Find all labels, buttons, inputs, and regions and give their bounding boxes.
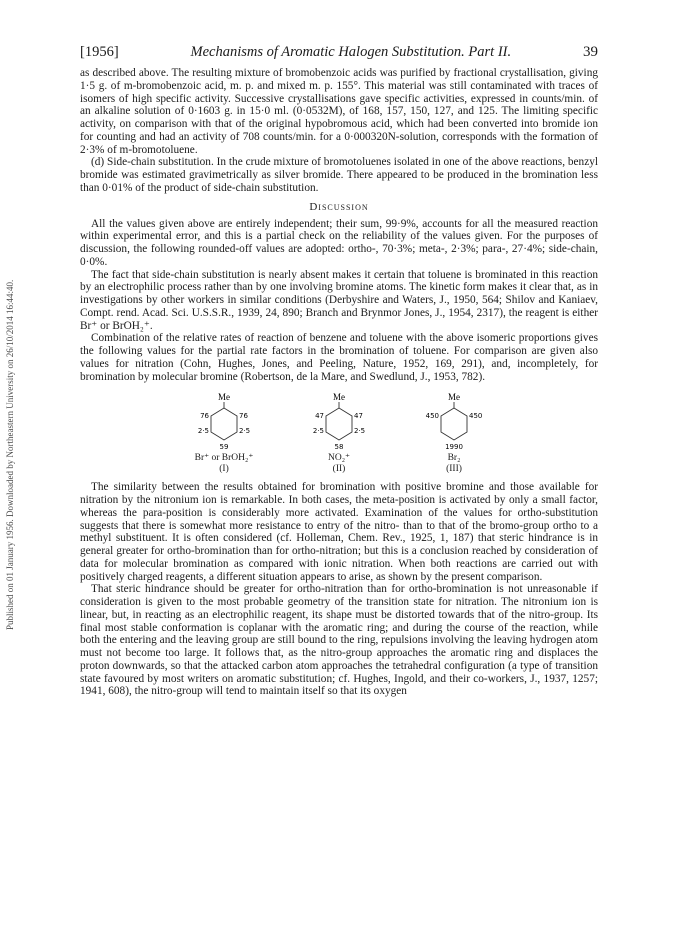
toluene-ring-iii [424,391,484,453]
header-year: [1956] [80,44,119,60]
structure-number: (II) [332,464,346,475]
journal-page [80,44,598,698]
ortho-left-factor: 76 [200,412,209,421]
toluene-ring-i [194,391,254,453]
meta-right-factor: 2·5 [354,427,366,436]
methyl-label: Me [218,392,230,403]
reagent-label: Br⁺ or BrOH₂⁺ [194,453,254,464]
meta-left-factor: 2·5 [312,427,324,436]
paragraph-mechanism: The fact that side-chain substitution is nearly absent makes it certain that toluene is brominated in this reaction by an electrophilic process rather than by one involving bromine atoms. The kinetic form makes it clear that, as in investigations by other workers in similar conditions (Derbyshire and Waters, J., 1950, 564; Shilov and Kaniaev, Compt. rend. Acad. Sci. U.S.S.R., 1939, 24, 890; Branch and Brynmor Jones, J., 1954, 2317), the reagent is either Br⁺ or BrOH₂⁺. [80,268,598,332]
structure-number: (III) [446,464,462,475]
download-watermark: Published on 01 January 1956. Downloaded by Northeastern University on 26/10/2014 16:44:40. [5,279,15,630]
structure-i [174,391,274,475]
ortho-left-factor: 450 [425,412,439,421]
paragraph-procedure-end: as described above. The resulting mixture of bromobenzoic acids was purified by fractional crystallisation, giving 1·5 g. of m-bromobenzoic acid, m. p. and mixed m. p. 155°. This material was still contaminated with traces of isomers of high specific activity. Successive crystallisations gave specific activities, expressed in counts/min. of an alkaline solution of 0·1603 g. in 15·0 ml. (0·0532M), of 168, 157, 150, 127, and 125. The limiting specific activity, on comparison with that of the original hypobromous acid, which had been converted into bromide ion for counting and had an activity of 708 counts/min. for a 0·000320N-solution, corresponds with the formation of 2·3% of m-bromotoluene. [80,67,598,156]
ortho-left-factor: 47 [315,412,324,421]
running-head [80,44,598,61]
paragraph-values: All the values given above are entirely independent; their sum, 99·9%, accounts for all the measured reaction within experimental error, and this is a partial check on the reliability of the values given. For the purposes of discussion, the following rounded-off values are adopted: ortho-, 70·3%; meta-, 2·3%; para-, 27·4%; side-chain, 0·0%. [80,217,598,268]
meta-right-factor: 2·5 [239,427,251,436]
ortho-right-factor: 450 [469,412,483,421]
partial-rate-factor-figure [174,391,504,475]
para-factor: 59 [219,443,229,452]
page-number: 39 [582,44,598,60]
ortho-right-factor: 47 [354,412,363,421]
structure-iii [404,391,504,475]
reagent-label: NO₂⁺ [327,453,351,464]
reagent-label: Br₂ [447,453,461,464]
toluene-ring-ii [309,391,369,453]
structure-ii [289,391,389,475]
paragraph-side-chain: (d) Side-chain substitution. In the crude mixture of bromotoluenes isolated in one of the above reactions, benzyl bromide was estimated gravimetrically as silver bromide. There appeared to be produced in the bromination less than 0·01% of the product of side-chain substitution. [80,156,598,194]
section-heading-discussion: Discussion [309,200,369,213]
header-title: Mechanisms of Aromatic Halogen Substitution. Part II. [190,44,512,60]
ortho-right-factor: 76 [239,412,248,421]
paragraph-comparison: The similarity between the results obtained for bromination with positive bromine and those available for nitration by the nitronium ion is remarkable. In both cases, the meta-position is activated by only a small factor, whereas the para-position is considerably more activated. Examination of the values for ortho-substitution suggests that there is somewhat more resistance to entry of the nitro- than to that of the bromo-group ortho to a methyl substituent. It is often considered (cf. Holleman, Chem. Rev., 1925, 1, 187) that steric hindrance is in general greater for ortho-bromination than for ortho-nitration; but this is a conclusion reached by consideration of data for molecular bromination as compared with ionic nitration. When both reactions are carried out with positively charged reagents, a different situation appears to arise, as shown by the present comparison. [80,481,598,583]
para-factor: 58 [334,443,344,452]
paragraph-rate-factors: Combination of the relative rates of reaction of benzene and toluene with the above isomeric proportions gives the following values for the partial rate factors in the bromination of toluene. For comparison are given also values for nitration (Cohn, Hughes, Jones, and Peeling, Nature, 1952, 169, 291), and, incompletely, for bromination by molecular bromine (Robertson, de la Mare, and Swedlund, J., 1953, 782). [80,332,598,383]
structure-number: (I) [219,464,229,475]
methyl-label: Me [448,392,460,403]
paragraph-steric-hindrance: That steric hindrance should be greater for ortho-nitration than for ortho-bromination is not unreasonable if consideration is given to the most probable geometry of the transition state for nitration. The nitronium ion is linear, but, in reacting as an electrophilic reagent, its shape must be distorted towards that of the nitro-group. Its final most stable conformation is coplanar with the aromatic ring; and during the course of the reaction, while both the entering and the leaving group are still bound to the ring, repulsions involving the leaving hydrogen atom must not become too large. It follows that, as the nitro-group approaches the aromatic ring and displaces the proton downwards, so that the attacked carbon atom approaches the tetrahedral configuration (a type of transition state favoured by most writers on aromatic substitution; cf. Hughes, Ingold, and their co-workers, J., 1937, 1257; 1941, 608), the nitro-group will tend to maintain itself so that its oxygen [80,583,598,698]
para-factor: 1990 [445,443,463,452]
methyl-label: Me [333,392,345,403]
meta-left-factor: 2·5 [197,427,209,436]
